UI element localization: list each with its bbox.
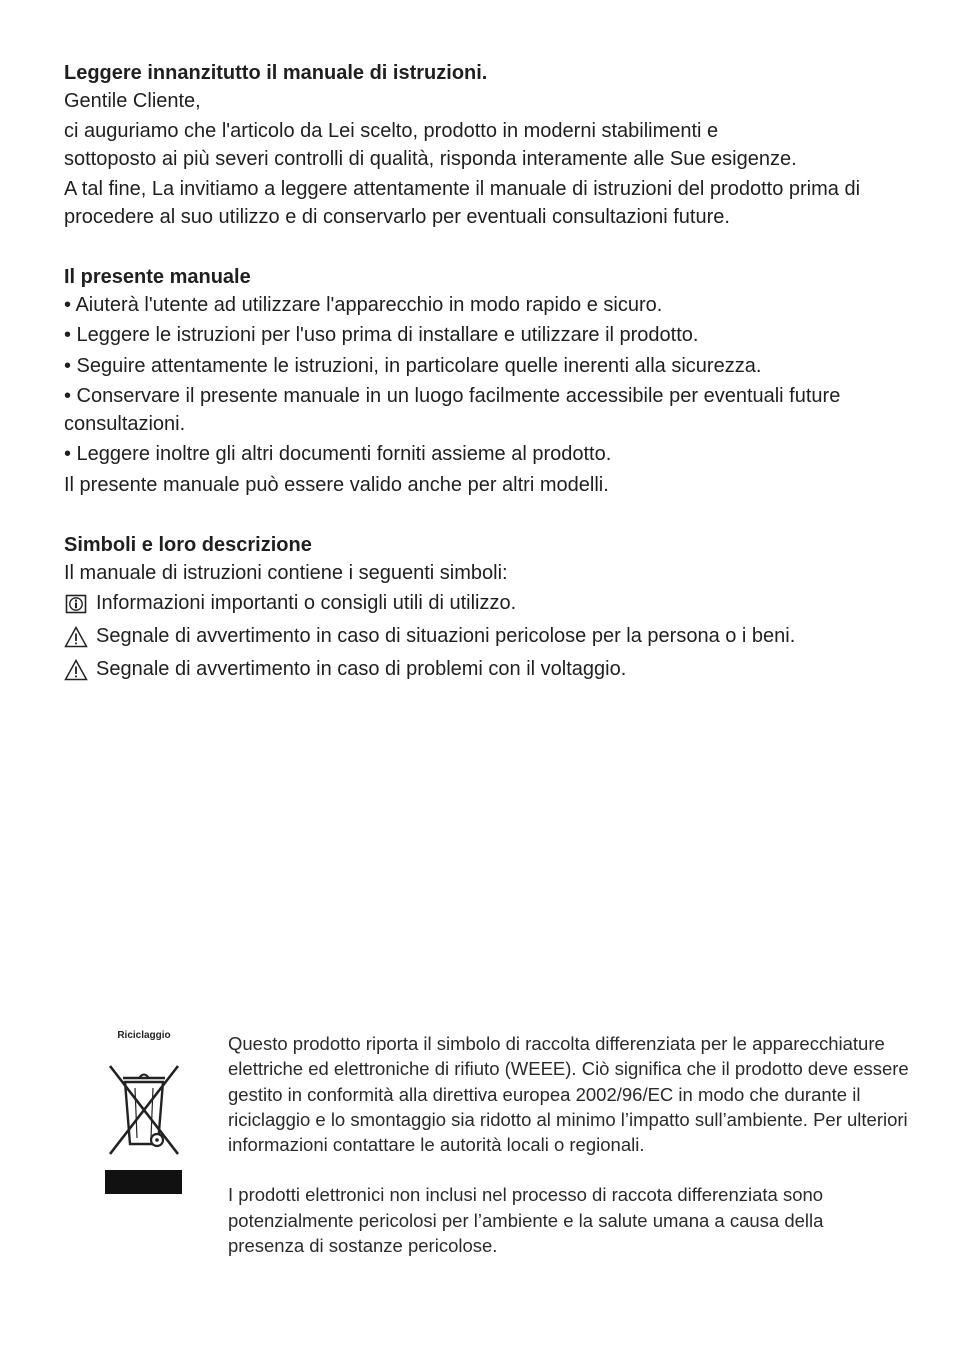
warning-icon	[64, 659, 88, 681]
manual-heading: Il presente manuale	[64, 266, 251, 288]
symbols-heading: Simboli e loro descrizione	[64, 534, 312, 556]
recycling-label: Riciclaggio	[117, 1030, 171, 1041]
symbol-info-text: Informazioni importanti o consigli utili di utilizzo.	[96, 591, 517, 614]
symbol-item	[64, 620, 884, 653]
greeting: Gentile Cliente,	[64, 89, 201, 112]
recycling-text	[228, 1031, 918, 1258]
recycling-paragraph-1: Questo prodotto riporta il simbolo di raccolta differenziata per le apparecchiature elettriche ed elettroniche di rifiuto (WEEE). Ciò significa che il prodotto deve essere gestito in conformità alla direttiva europea 2002/96/EC in modo che durante il riciclaggio e lo smontaggio sia ridotto al minimo l’impatto sull’ambiente. Per ulteriori informazioni contattare le autorità locali o regionali.	[228, 1033, 909, 1156]
symbol-item	[64, 587, 884, 620]
symbol-voltage-warning-text: Segnale di avvertimento in caso di problemi con il voltaggio.	[96, 657, 627, 680]
symbols-intro: Il manuale di istruzioni contiene i seguenti simboli:	[64, 561, 508, 584]
manual-bullet: • Leggere le istruzioni per l'uso prima di installare e utilizzare il prodotto.	[64, 324, 699, 346]
crossed-out-wheelie-bin-icon	[105, 1058, 183, 1158]
main-content	[64, 60, 884, 686]
intro-heading: Leggere innanzitutto il manuale di istruzioni.	[64, 62, 488, 84]
intro-paragraph-2: A tal fine, La invitiamo a leggere attentamente il manuale di istruzioni del prodotto prima di procedere al suo utilizzo e di conservarlo per eventuali consultazioni future.	[64, 178, 861, 228]
manual-bullet: • Seguire attentamente le istruzioni, in particolare quelle inerenti alla sicurezza.	[64, 354, 762, 377]
symbol-warning-text: Segnale di avvertimento in caso di situazioni pericolose per la persona o i beni.	[96, 624, 796, 647]
symbol-item	[64, 653, 884, 686]
recycling-symbol	[100, 1030, 188, 1200]
weee-black-bar	[105, 1170, 182, 1194]
manual-bullet: • Aiuterà l'utente ad utilizzare l'apparecchio in modo rapido e sicuro.	[64, 293, 663, 316]
recycling-paragraph-2: I prodotti elettronici non inclusi nel processo di raccota differenziata sono potenzialmente pericolosi per l’ambiente e la salute umana a causa della presenza di sostanze pericolose.	[228, 1184, 824, 1257]
manual-note: Il presente manuale può essere valido anche per altri modelli.	[64, 473, 609, 496]
warning-icon	[64, 626, 88, 648]
info-icon	[64, 593, 88, 615]
intro-paragraph-1: ci auguriamo che l'articolo da Lei scelto, prodotto in moderni stabilimenti e sottoposto ai più severi controlli di qualità, risponda interamente alle Sue esigenze.	[64, 120, 797, 170]
manual-bullet: • Conservare il presente manuale in un luogo facilmente accessibile per eventuali future consultazioni.	[64, 385, 841, 435]
manual-bullet: • Leggere inoltre gli altri documenti forniti assieme al prodotto.	[64, 443, 612, 465]
